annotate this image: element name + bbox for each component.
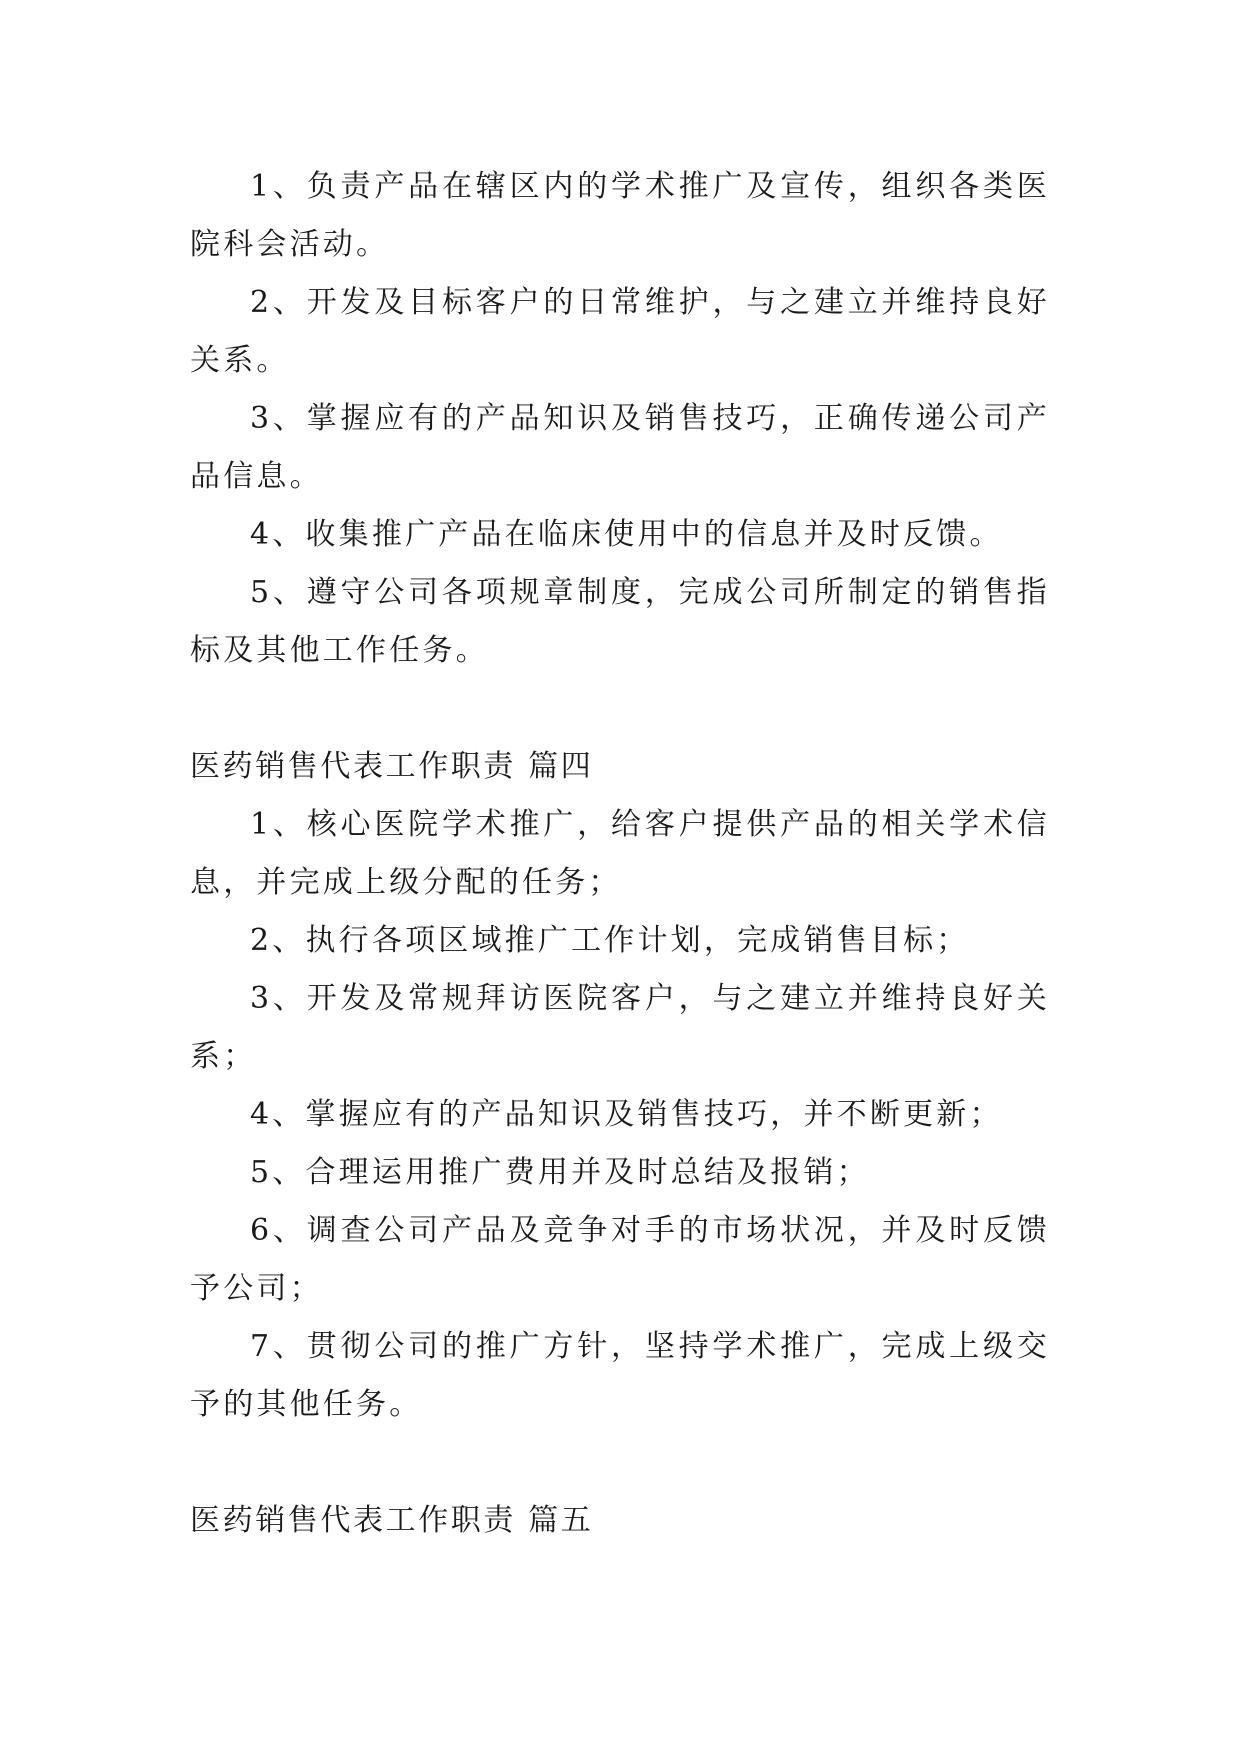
section-spacer (190, 680, 1050, 738)
list-item: 2、开发及目标客户的日常维护，与之建立并维持良好关系。 (190, 285, 1050, 378)
list-item: 2、执行各项区域推广工作计划，完成销售目标； (250, 923, 970, 958)
list-item: 1、负责产品在辖区内的学术推广及宣传，组织各类医院科会活动。 (190, 169, 1050, 262)
section-heading-5: 医药销售代表工作职责 篇五 (190, 1503, 594, 1538)
section-heading-4: 医药销售代表工作职责 篇四 (190, 749, 594, 784)
list-item: 5、合理运用推广费用并及时总结及报销； (250, 1155, 870, 1190)
document-body (190, 158, 1050, 1550)
list-item: 4、收集推广产品在临床使用中的信息并及时反馈。 (250, 517, 1003, 552)
list-item: 6、调查公司产品及竞争对手的市场状况，并及时反馈予公司； (190, 1213, 1050, 1306)
list-item: 3、掌握应有的产品知识及销售技巧，正确传递公司产品信息。 (190, 401, 1050, 494)
list-item: 4、掌握应有的产品知识及销售技巧，并不断更新； (250, 1097, 1003, 1132)
list-item: 3、开发及常规拜访医院客户，与之建立并维持良好关系； (190, 981, 1050, 1074)
list-item: 7、贯彻公司的推广方针，坚持学术推广，完成上级交予的其他任务。 (190, 1329, 1050, 1422)
list-item: 5、遵守公司各项规章制度，完成公司所制定的销售指标及其他工作任务。 (190, 575, 1050, 668)
list-item: 1、核心医院学术推广，给客户提供产品的相关学术信息，并完成上级分配的任务； (190, 807, 1050, 900)
section-spacer (190, 1434, 1050, 1492)
